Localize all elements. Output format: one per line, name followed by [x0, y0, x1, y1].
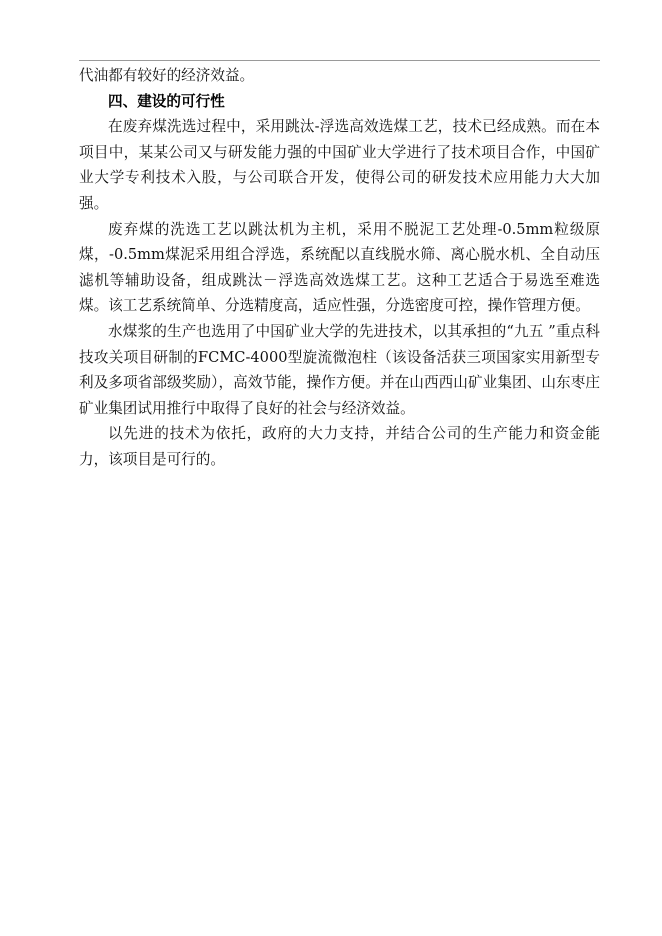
paragraph-process-description: 废弃煤的洗选工艺以跳汰机为主机，采用不脱泥工艺处理-0.5mm粒级原煤，-0.5mm煤泥采用组合浮选，系统配以直线脱水筛、离心脱水机、全自动压滤机等辅助设备，组成跳汰－浮选高效选煤工艺。这种工艺适合于易选至难选煤。该工艺系统简单、分选精度高，适应性强，分选密度可控，操作管理方便。 — [79, 220, 600, 315]
continuation-line: 代油都有较好的经济效益。 — [79, 67, 255, 84]
header-rule — [79, 60, 600, 61]
paragraph-conclusion: 以先进的技术为依托，政府的大力支持，并结合公司的生产能力和资金能力，该项目是可行的。 — [79, 425, 600, 468]
paragraph-coal-water-slurry: 水煤浆的生产也选用了中国矿业大学的先进技术，以其承担的“九五 ”重点科技攻关项目研制的FCMC-4000型旋流微泡柱（该设备活获三项国家实用新型专利及多项省部级奖励），高效节能，操作方便。并在山西西山矿业集团、山东枣庄矿业集团试用推行中取得了良好的社会与经济效益。 — [79, 322, 600, 417]
document-body — [79, 63, 600, 473]
paragraph-washing-technology: 在废弃煤洗选过程中，采用跳汰-浮选高效选煤工艺，技术已经成熟。而在本项目中，某某公司又与研发能力强的中国矿业大学进行了技术项目合作，中国矿业大学专利技术入股，与公司联合开发，使得公司的研发技术应用能力大大加强。 — [79, 118, 600, 212]
section-heading: 四、建设的可行性 — [108, 92, 225, 110]
